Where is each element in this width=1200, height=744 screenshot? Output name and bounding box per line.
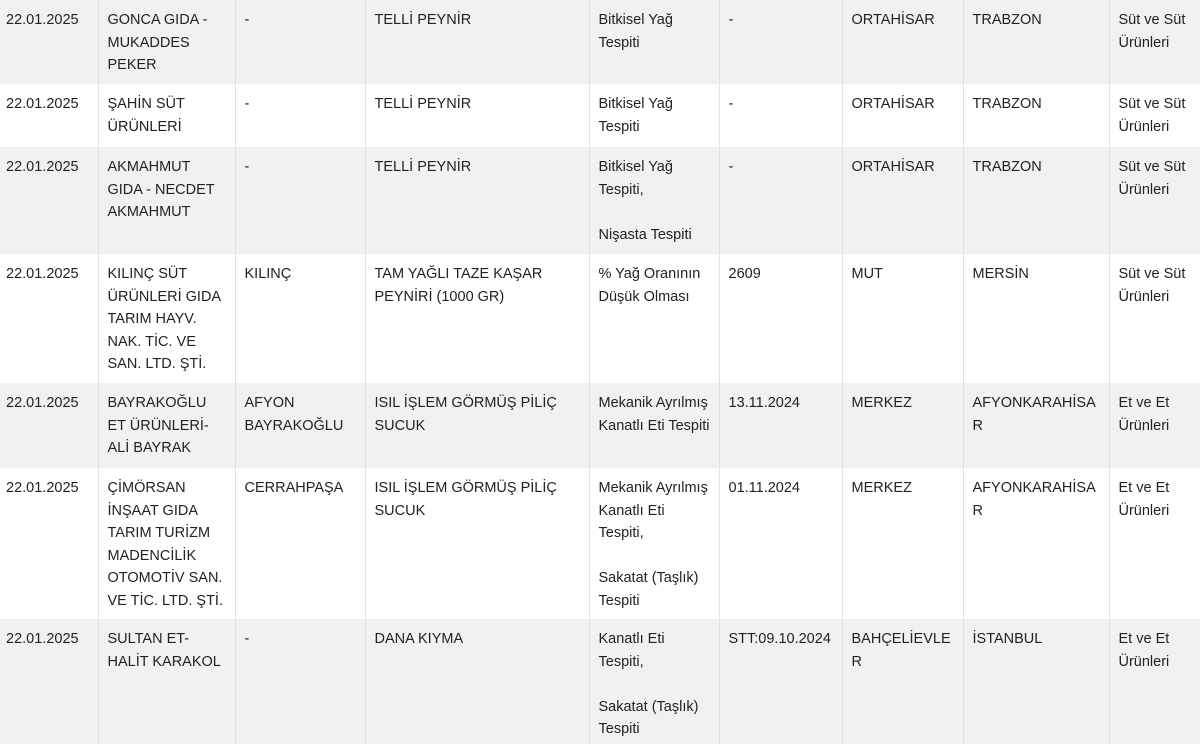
issue-line: % Yağ Oranının Düşük Olması <box>598 266 705 305</box>
cell-issue <box>589 84 719 147</box>
cell-batch: - <box>719 147 842 254</box>
cell-issue <box>589 383 719 468</box>
cell-group: Et ve Et Ürünleri <box>1109 383 1200 468</box>
cell-brand: - <box>235 84 365 147</box>
cell-firm: ÇİMÖRSAN İNŞAAT GIDA TARIM TURİZM MADENCİLİK OTOMOTİV SAN. VE TİC. LTD. ŞTİ. <box>98 468 235 619</box>
cell-province: TRABZON <box>963 147 1109 254</box>
cell-brand: KILINÇ <box>235 254 365 383</box>
cell-product: TELLİ PEYNİR <box>365 0 589 84</box>
cell-district: BAHÇELİEVLER <box>842 619 963 744</box>
issue-line: Nişasta Tespiti <box>598 226 692 243</box>
cell-issue <box>589 0 719 84</box>
cell-issue <box>589 147 719 254</box>
issue-line: Mekanik Ayrılmış Kanatlı Eti Tespiti, <box>598 480 712 541</box>
cell-batch: 2609 <box>719 254 842 383</box>
cell-firm: GONCA GIDA - MUKADDES PEKER <box>98 0 235 84</box>
cell-batch: STT:09.10.2024 <box>719 619 842 744</box>
cell-province: TRABZON <box>963 84 1109 147</box>
cell-group: Et ve Et Ürünleri <box>1109 468 1200 619</box>
cell-district: MUT <box>842 254 963 383</box>
cell-province: İSTANBUL <box>963 619 1109 744</box>
cell-brand: - <box>235 0 365 84</box>
cell-product: DANA KIYMA <box>365 619 589 744</box>
issue-line: Sakatat (Taşlık) Tespiti <box>598 698 703 737</box>
cell-province: MERSİN <box>963 254 1109 383</box>
table-row <box>0 147 1200 254</box>
cell-product: ISIL İŞLEM GÖRMÜŞ PİLİÇ SUCUK <box>365 383 589 468</box>
cell-product: ISIL İŞLEM GÖRMÜŞ PİLİÇ SUCUK <box>365 468 589 619</box>
issue-line: Bitkisel Yağ Tespiti <box>598 12 677 51</box>
cell-issue <box>589 254 719 383</box>
cell-firm: AKMAHMUT GIDA - NECDET AKMAHMUT <box>98 147 235 254</box>
cell-province: TRABZON <box>963 0 1109 84</box>
cell-district: ORTAHİSAR <box>842 0 963 84</box>
cell-batch: - <box>719 0 842 84</box>
cell-firm: SULTAN ET-HALİT KARAKOL <box>98 619 235 744</box>
cell-district: MERKEZ <box>842 468 963 619</box>
cell-brand: - <box>235 147 365 254</box>
table-row <box>0 254 1200 383</box>
cell-group: Et ve Et Ürünleri <box>1109 619 1200 744</box>
table-row <box>0 468 1200 619</box>
cell-group: Süt ve Süt Ürünleri <box>1109 147 1200 254</box>
cell-group: Süt ve Süt Ürünleri <box>1109 254 1200 383</box>
issue-line: Mekanik Ayrılmış Kanatlı Eti Tespiti <box>598 395 712 434</box>
cell-brand: AFYON BAYRAKOĞLU <box>235 383 365 468</box>
cell-date: 22.01.2025 <box>0 619 98 744</box>
cell-firm: BAYRAKOĞLU ET ÜRÜNLERİ-ALİ BAYRAK <box>98 383 235 468</box>
cell-product: TAM YAĞLI TAZE KAŞAR PEYNİRİ (1000 GR) <box>365 254 589 383</box>
cell-product: TELLİ PEYNİR <box>365 84 589 147</box>
issue-line: Kanatlı Eti Tespiti, <box>598 631 669 670</box>
cell-firm: KILINÇ SÜT ÜRÜNLERİ GIDA TARIM HAYV. NAK. TİC. VE SAN. LTD. ŞTİ. <box>98 254 235 383</box>
cell-group: Süt ve Süt Ürünleri <box>1109 84 1200 147</box>
cell-date: 22.01.2025 <box>0 468 98 619</box>
cell-batch: 13.11.2024 <box>719 383 842 468</box>
cell-district: ORTAHİSAR <box>842 84 963 147</box>
cell-date: 22.01.2025 <box>0 0 98 84</box>
cell-date: 22.01.2025 <box>0 383 98 468</box>
cell-date: 22.01.2025 <box>0 254 98 383</box>
cell-issue <box>589 619 719 744</box>
cell-province: AFYONKARAHİSAR <box>963 468 1109 619</box>
cell-date: 22.01.2025 <box>0 147 98 254</box>
cell-batch: - <box>719 84 842 147</box>
issue-line: Bitkisel Yağ Tespiti <box>598 96 677 135</box>
table-row <box>0 383 1200 468</box>
cell-group: Süt ve Süt Ürünleri <box>1109 0 1200 84</box>
cell-district: MERKEZ <box>842 383 963 468</box>
cell-province: AFYONKARAHİSAR <box>963 383 1109 468</box>
table-row <box>0 0 1200 84</box>
cell-batch: 01.11.2024 <box>719 468 842 619</box>
table-row <box>0 84 1200 147</box>
cell-brand: - <box>235 619 365 744</box>
table-row <box>0 619 1200 744</box>
cell-date: 22.01.2025 <box>0 84 98 147</box>
cell-brand: CERRAHPAŞA <box>235 468 365 619</box>
cell-district: ORTAHİSAR <box>842 147 963 254</box>
issue-line: Sakatat (Taşlık) Tespiti <box>598 570 703 609</box>
cell-issue <box>589 468 719 619</box>
cell-firm: ŞAHİN SÜT ÜRÜNLERİ <box>98 84 235 147</box>
cell-product: TELLİ PEYNİR <box>365 147 589 254</box>
issue-line: Bitkisel Yağ Tespiti, <box>598 159 677 198</box>
